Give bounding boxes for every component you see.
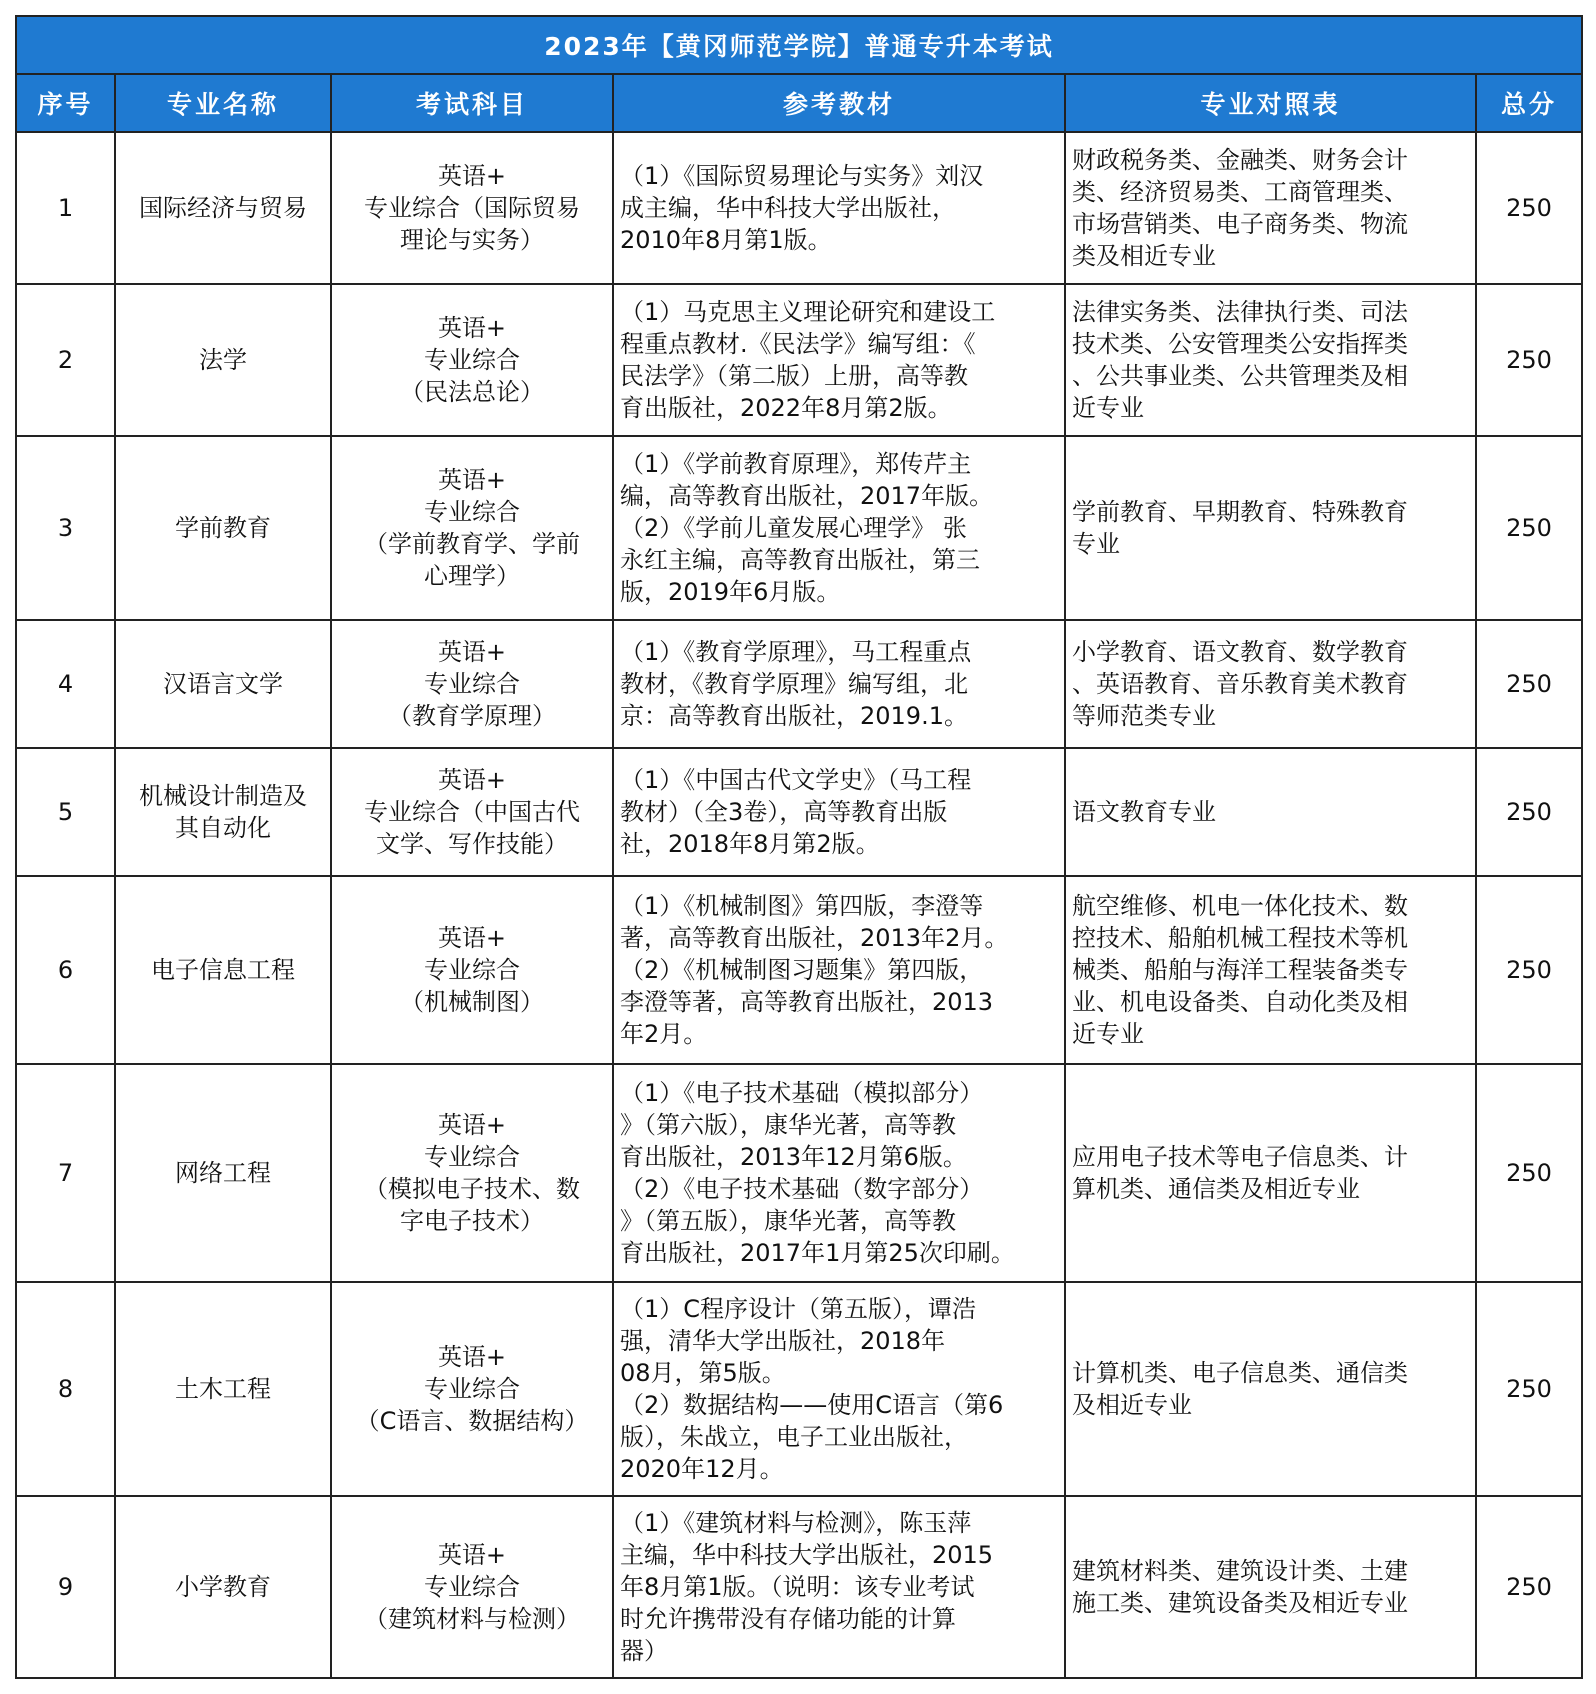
textbook-line: （1）《机械制图》第四版，李澄等 [620, 892, 984, 920]
table-row [16, 436, 1582, 620]
exam-subject-line: 英语+ [437, 638, 507, 666]
major-mapping [1065, 1496, 1476, 1678]
table-row [16, 1064, 1582, 1282]
major-mapping-line: 械类、船舶与海洋工程装备类专 [1072, 956, 1408, 984]
header-textbook: 参考教材 [613, 74, 1065, 132]
major-mapping-line: 财政税务类、金融类、财务会计 [1072, 146, 1408, 174]
table-row [16, 1282, 1582, 1496]
major-mapping-line: 算机类、通信类及相近专业 [1072, 1175, 1360, 1203]
table-row [16, 748, 1582, 876]
exam-table [15, 15, 1583, 1679]
textbook-line: 育出版社，2017年1月第25次印刷。 [620, 1239, 1015, 1267]
textbook [613, 748, 1065, 876]
textbook [613, 1282, 1065, 1496]
exam-subject-line: 英语+ [437, 466, 507, 494]
major-name [115, 620, 331, 748]
textbook-line: （1）C程序设计（第五版），谭浩 [620, 1295, 977, 1323]
textbook-line: （2）《机械制图习题集》第四版， [620, 956, 984, 984]
major-name [115, 1064, 331, 1282]
row-number: 9 [16, 1496, 115, 1678]
major-name-line: 其自动化 [175, 814, 271, 842]
major-name [115, 436, 331, 620]
major-mapping-line: 法律实务类、法律执行类、司法 [1072, 298, 1408, 326]
textbook-line: 年8月第1版。（说明：该专业考试 [620, 1573, 975, 1601]
exam-subject-line: 英语+ [437, 1111, 507, 1139]
exam-subject-line: 英语+ [437, 924, 507, 952]
major-name-line: 国际经济与贸易 [139, 194, 307, 222]
textbook-line: （1）马克思主义理论研究和建设工 [620, 298, 996, 326]
exam-subject-line: 专业综合 [424, 346, 520, 374]
textbook-line: 2020年12月。 [620, 1455, 784, 1483]
major-mapping-line: 业、机电设备类、自动化类及相 [1072, 988, 1408, 1016]
textbook [613, 436, 1065, 620]
row-number: 5 [16, 748, 115, 876]
major-mapping-line: 类及相近专业 [1072, 242, 1216, 270]
major-mapping-line: 学前教育、早期教育、特殊教育 [1072, 498, 1408, 526]
exam-subject-line: 专业综合 [424, 670, 520, 698]
row-number: 6 [16, 876, 115, 1064]
exam-subject [331, 1496, 613, 1678]
textbook [613, 876, 1065, 1064]
major-name-line: 学前教育 [175, 514, 271, 542]
exam-subject-line: 文学、写作技能） [376, 830, 568, 858]
major-mapping-line: 等师范类专业 [1072, 702, 1216, 730]
exam-subject-line: 心理学） [424, 562, 520, 590]
major-name-line: 法学 [199, 346, 247, 374]
exam-subject-line: （民法总论） [400, 378, 544, 406]
major-name-line: 网络工程 [175, 1159, 271, 1187]
exam-subject-line: 英语+ [437, 1343, 507, 1371]
textbook-line: 器） [620, 1637, 668, 1665]
exam-subject-line: 专业综合 [424, 1573, 520, 1601]
exam-subject [331, 620, 613, 748]
major-mapping [1065, 284, 1476, 436]
major-name [115, 132, 331, 284]
major-mapping-line: 近专业 [1072, 394, 1144, 422]
major-mapping [1065, 748, 1476, 876]
total-score: 250 [1476, 748, 1582, 876]
exam-subject-line: （C语言、数据结构） [355, 1407, 589, 1435]
table-row [16, 132, 1582, 284]
exam-subject [331, 436, 613, 620]
header-total: 总分 [1476, 74, 1582, 132]
major-mapping-line: 近专业 [1072, 1020, 1144, 1048]
total-score: 250 [1476, 436, 1582, 620]
exam-subject [331, 876, 613, 1064]
textbook-line: 版），朱战立，电子工业出版社， [620, 1423, 968, 1451]
row-number: 8 [16, 1282, 115, 1496]
major-mapping-line: 建筑材料类、建筑设计类、土建 [1072, 1557, 1408, 1585]
major-mapping-line: 语文教育专业 [1072, 798, 1216, 826]
major-mapping-line: 类、经济贸易类、工商管理类、 [1072, 178, 1408, 206]
textbook-line: （1）《电子技术基础（模拟部分） [620, 1079, 984, 1107]
major-name [115, 1496, 331, 1678]
major-mapping-line: 、英语教育、音乐教育美术教育 [1072, 670, 1408, 698]
major-mapping [1065, 620, 1476, 748]
textbook-line: （1）《学前教育原理》，郑传芹主 [620, 450, 972, 478]
major-name-line: 土木工程 [175, 1375, 271, 1403]
major-mapping-line: 技术类、公安管理类公安指挥类 [1072, 330, 1408, 358]
total-score: 250 [1476, 876, 1582, 1064]
textbook-line: 时允许携带没有存储功能的计算 [620, 1605, 956, 1633]
total-score: 250 [1476, 620, 1582, 748]
total-score: 250 [1476, 1064, 1582, 1282]
textbook-line: 社，2018年8月第2版。 [620, 830, 880, 858]
textbook-line: 程重点教材.《民法学》编写组：《 [620, 330, 976, 358]
major-mapping-line: 市场营销类、电子商务类、物流 [1072, 210, 1408, 238]
exam-subject-line: 专业综合 [424, 1143, 520, 1171]
textbook-line: 强，清华大学出版社，2018年 [620, 1327, 946, 1355]
table-title: 2023年【黄冈师范学院】普通专升本考试 [16, 16, 1582, 74]
textbook-line: （1）《国际贸易理论与实务》刘汉 [620, 162, 984, 190]
major-mapping-line: 及相近专业 [1072, 1391, 1192, 1419]
textbook-line: （2）数据结构——使用C语言（第6 [620, 1391, 1004, 1419]
major-mapping-line: 小学教育、语文教育、数学教育 [1072, 638, 1408, 666]
header-no: 序号 [16, 74, 115, 132]
textbook-line: （1）《建筑材料与检测》，陈玉萍 [620, 1509, 972, 1537]
header-row [16, 74, 1582, 132]
textbook [613, 284, 1065, 436]
textbook [613, 1496, 1065, 1678]
textbook-line: 》（第五版），康华光著，高等教 [620, 1207, 956, 1235]
exam-subject-line: 专业综合 [424, 498, 520, 526]
textbook-line: 育出版社，2022年8月第2版。 [620, 394, 952, 422]
textbook-line: 永红主编，高等教育出版社，第三 [620, 546, 980, 574]
row-number: 4 [16, 620, 115, 748]
exam-subject-line: （建筑材料与检测） [364, 1605, 580, 1633]
exam-subject-line: 英语+ [437, 1541, 507, 1569]
table-row [16, 620, 1582, 748]
exam-subject-line: 专业综合 [424, 956, 520, 984]
exam-subject-line: 英语+ [437, 314, 507, 342]
title-row [16, 16, 1582, 74]
major-mapping [1065, 1282, 1476, 1496]
major-mapping-line: 计算机类、电子信息类、通信类 [1072, 1359, 1408, 1387]
major-mapping [1065, 876, 1476, 1064]
exam-subject-line: 字电子技术） [400, 1207, 544, 1235]
textbook-line: 2010年8月第1版。 [620, 226, 832, 254]
total-score: 250 [1476, 1282, 1582, 1496]
exam-subject-line: 专业综合（中国古代 [364, 798, 580, 826]
exam-subject-line: 英语+ [437, 162, 507, 190]
textbook-line: 》（第六版），康华光著，高等教 [620, 1111, 956, 1139]
exam-subject-line: 专业综合 [424, 1375, 520, 1403]
major-mapping-line: 、公共事业类、公共管理类及相 [1072, 362, 1408, 390]
textbook [613, 132, 1065, 284]
textbook-line: 民法学》（第二版）上册，高等教 [620, 362, 968, 390]
textbook-line: 版，2019年6月版。 [620, 578, 841, 606]
textbook-line: （2）《电子技术基础（数字部分） [620, 1175, 984, 1203]
row-number: 2 [16, 284, 115, 436]
textbook-line: 主编，华中科技大学出版社，2015 [620, 1541, 994, 1569]
exam-subject [331, 1282, 613, 1496]
exam-subject-line: 专业综合（国际贸易 [364, 194, 580, 222]
major-name [115, 284, 331, 436]
major-name-line: 小学教育 [175, 1573, 271, 1601]
major-mapping-line: 控技术、船舶机械工程技术等机 [1072, 924, 1408, 952]
major-name-line: 汉语言文学 [163, 670, 283, 698]
textbook-line: 育出版社，2013年12月第6版。 [620, 1143, 967, 1171]
exam-subject-line: （机械制图） [400, 988, 544, 1016]
textbook-line: 著，高等教育出版社，2013年2月。 [620, 924, 1009, 952]
major-mapping-line: 航空维修、机电一体化技术、数 [1072, 892, 1408, 920]
textbook-line: 教材）（全3卷），高等教育出版 [620, 798, 948, 826]
major-mapping-line: 应用电子技术等电子信息类、计 [1072, 1143, 1408, 1171]
table-row [16, 876, 1582, 1064]
textbook [613, 1064, 1065, 1282]
textbook [613, 620, 1065, 748]
major-mapping [1065, 1064, 1476, 1282]
row-number: 1 [16, 132, 115, 284]
textbook-line: 京：高等教育出版社，2019.1。 [620, 702, 968, 730]
major-mapping-line: 施工类、建筑设备类及相近专业 [1072, 1589, 1408, 1617]
textbook-line: 编，高等教育出版社，2017年版。 [620, 482, 994, 510]
row-number: 3 [16, 436, 115, 620]
exam-subject-line: 理论与实务） [400, 226, 544, 254]
textbook-line: （1）《中国古代文学史》（马工程 [620, 766, 972, 794]
total-score: 250 [1476, 284, 1582, 436]
header-subject: 考试科目 [331, 74, 613, 132]
major-name [115, 1282, 331, 1496]
textbook-line: （1）《教育学原理》，马工程重点 [620, 638, 972, 666]
textbook-line: 成主编，华中科技大学出版社， [620, 194, 956, 222]
textbook-line: 年2月。 [620, 1020, 708, 1048]
table-row [16, 284, 1582, 436]
major-mapping [1065, 436, 1476, 620]
major-mapping [1065, 132, 1476, 284]
header-major: 专业名称 [115, 74, 331, 132]
major-name-line: 电子信息工程 [151, 956, 295, 984]
major-mapping-line: 专业 [1072, 530, 1120, 558]
exam-subject [331, 748, 613, 876]
major-name [115, 876, 331, 1064]
textbook-line: 李澄等著，高等教育出版社，2013 [620, 988, 994, 1016]
exam-subject [331, 284, 613, 436]
total-score: 250 [1476, 1496, 1582, 1678]
textbook-line: 教材，《教育学原理》编写组，北 [620, 670, 968, 698]
exam-subject-line: （学前教育学、学前 [364, 530, 580, 558]
textbook-line: （2）《学前儿童发展心理学》 张 [620, 514, 967, 542]
major-name-line: 机械设计制造及 [139, 782, 307, 810]
row-number: 7 [16, 1064, 115, 1282]
exam-subject-line: （教育学原理） [388, 702, 556, 730]
table-body [16, 132, 1582, 1678]
exam-subject-line: （模拟电子技术、数 [364, 1175, 580, 1203]
header-mapping: 专业对照表 [1065, 74, 1476, 132]
exam-subject [331, 1064, 613, 1282]
exam-subject-line: 英语+ [437, 766, 507, 794]
textbook-line: 08月，第5版。 [620, 1359, 786, 1387]
table-row [16, 1496, 1582, 1678]
exam-table-container [15, 15, 1581, 1679]
exam-subject [331, 132, 613, 284]
major-name [115, 748, 331, 876]
total-score: 250 [1476, 132, 1582, 284]
